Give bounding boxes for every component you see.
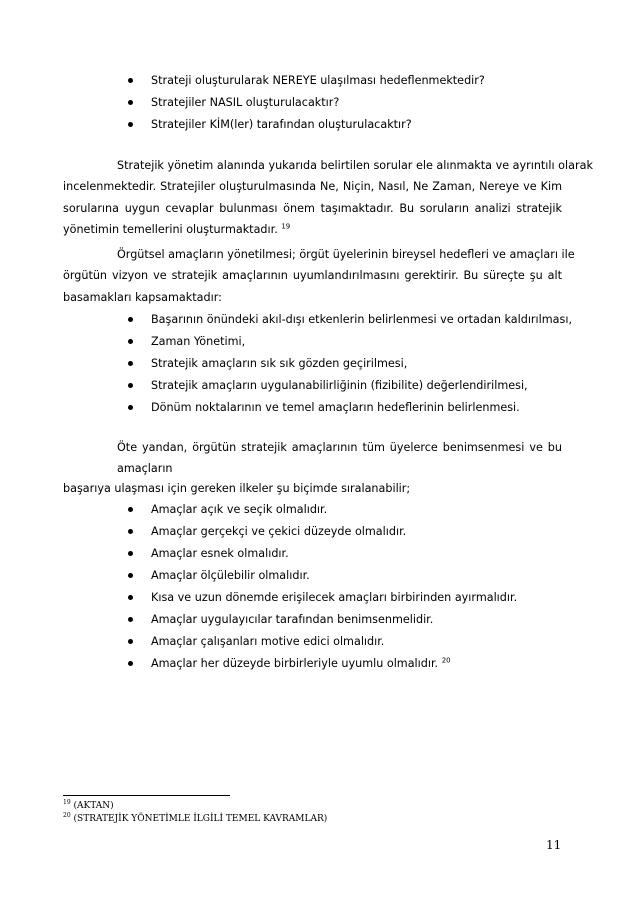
footnote-divider: [63, 795, 230, 796]
list-item: Stratejiler NASIL oluşturulacaktır?: [0, 95, 485, 117]
bullet-icon: [128, 661, 133, 666]
bullet-icon: [128, 383, 133, 388]
footnote-20: $^{20}$ (STRATEJİK YÖNETİMLE İLGİLİ TEMEL KAVRAMLAR): [63, 812, 328, 824]
list-item: Başarının önündeki akıl-dışı etkenlerin belirlenmesi ve ortadan kaldırılması,: [0, 312, 572, 334]
list-item: Stratejik amaçların uygulanabilirliğinin (fizibilite) değerlendirilmesi,: [0, 378, 572, 400]
list-item: Kısa ve uzun dönemde erişilecek amaçları birbirinden ayırmalıdır.: [0, 590, 517, 612]
bullet-icon: [128, 100, 133, 105]
bullet-icon: [128, 551, 133, 556]
list-item: Amaçlar ölçülebilir olmalıdır.: [0, 568, 517, 590]
bullet-icon: [128, 361, 133, 366]
footnote-19: $^{19}$ (AKTAN): [63, 799, 114, 811]
bullet-icon: [128, 639, 133, 644]
middle-bullet-list: [0, 312, 572, 422]
list-item: Amaçlar çalışanları motive edici olmalıdır.: [0, 634, 517, 656]
list-item: Stratejik amaçların sık sık gözden geçirilmesi,: [0, 356, 572, 378]
bullet-icon: [128, 595, 133, 600]
list-item: Strateji oluşturularak NEREYE ulaşılması hedeflenmektedir?: [0, 73, 485, 95]
top-bullet-list: [0, 73, 485, 139]
footnote-ref: 20: [441, 656, 451, 665]
list-item: Stratejiler KİM(ler) tarafından oluşturulacaktır?: [0, 117, 485, 139]
list-item: Zaman Yönetimi,: [0, 334, 572, 356]
list-item: Amaçlar uygulayıcılar tarafından benimsenmelidir.: [0, 612, 517, 634]
list-item: Amaçlar açık ve seçik olmalıdır.: [0, 502, 517, 524]
list-item: Amaçlar gerçekçi ve çekici düzeyde olmalıdır.: [0, 524, 517, 546]
bullet-icon: [128, 339, 133, 344]
list-item: Dönüm noktalarının ve temel amaçların hedeflerinin belirlenmesi.: [0, 400, 572, 422]
list-item: Amaçlar esnek olmalıdır.: [0, 546, 517, 568]
paragraph-organizational-goals: Örgütsel amaçların yönetilmesi; örgüt üyelerinin bireysel hedefleri ve amaçları ile örgütün vizyon ve stratejik amaçlarının uyumlandırılmasını gerektirir. Bu süreçte şu alt basamakları kapsamaktadır:: [63, 248, 575, 304]
bottom-bullet-list: [0, 502, 517, 678]
bullet-icon: [128, 529, 133, 534]
paragraph-strategic-management: Stratejik yönetim alanında yukarıda belirtilen sorular ele alınmakta ve ayrıntılı olarak incelenmektedir. Stratejiler oluşturulmasında Ne, Niçin, Nasıl, Ne Zaman, Nereye ve Kim sorularına uygun cevaplar bulunması önem taşımaktadır. Bu soruların analizi stratejik yönetimin temellerini oluşturmaktadır. $^{19}$: [63, 159, 593, 236]
paragraph-principles: Öte yandan, örgütün stratejik amaçlarının tüm üyelerce benimsenmesi ve bu amaçların başarıya ulaşması için gereken ilkeler şu biçimde sıralanabilir;: [63, 441, 562, 496]
footnote-ref: 19: [281, 222, 291, 231]
bullet-icon: [128, 78, 133, 83]
bullet-icon: [128, 573, 133, 578]
bullet-icon: [128, 405, 133, 410]
bullet-icon: [128, 617, 133, 622]
bullet-icon: [128, 317, 133, 322]
page-number: 11: [546, 838, 562, 852]
bullet-icon: [128, 122, 133, 127]
bullet-icon: [128, 507, 133, 512]
list-item: Amaçlar her düzeyde birbirleriyle uyumlu olmalıdır. $^{20}$: [0, 656, 517, 678]
